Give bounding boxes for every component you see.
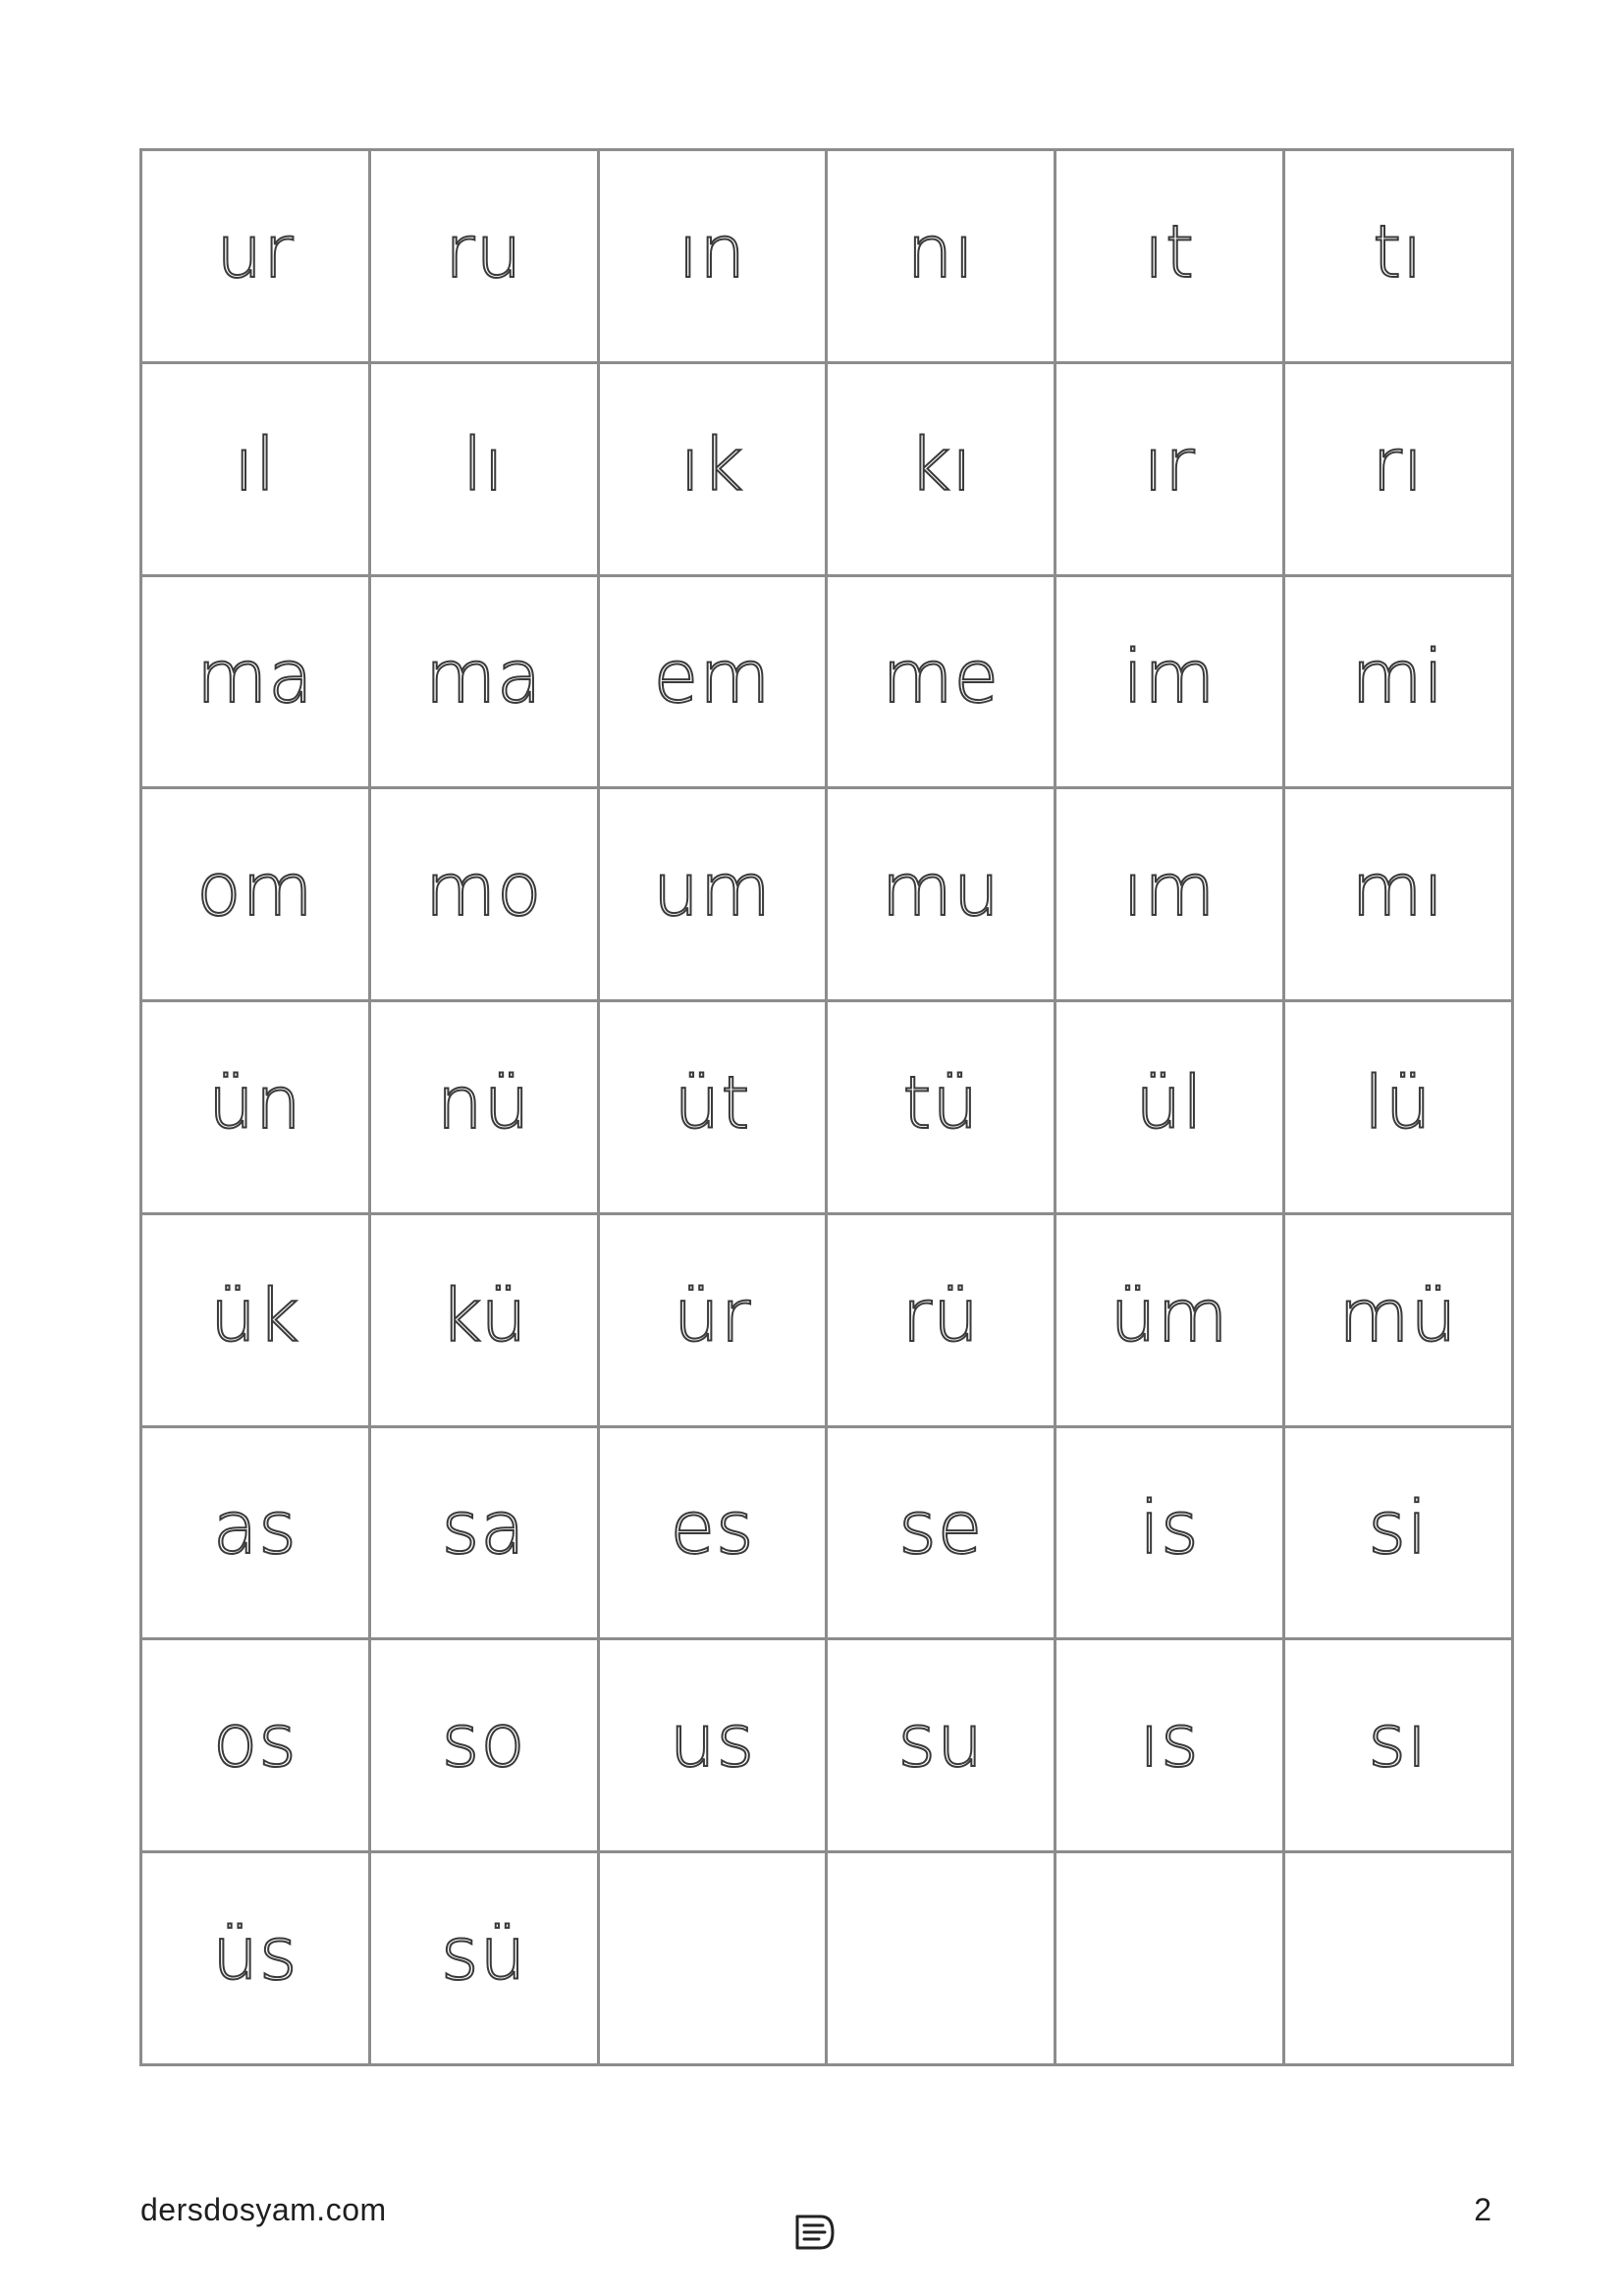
grid-cell <box>598 1852 827 2065</box>
syllable-text: ül <box>1135 1060 1204 1146</box>
grid-cell <box>141 1639 370 1852</box>
syllable-text: is <box>1139 1486 1200 1572</box>
grid-cell <box>1056 150 1284 363</box>
grid-cell <box>141 1213 370 1426</box>
syllable-text: sü <box>440 1912 527 1998</box>
syllable-text: ük <box>210 1273 300 1359</box>
syllable-text: mi <box>1351 635 1445 721</box>
syllable-text: mo <box>425 848 543 934</box>
grid-cell <box>369 1852 598 2065</box>
grid-cell <box>827 1639 1056 1852</box>
syllable-text: se <box>898 1486 984 1572</box>
grid-cell <box>598 150 827 363</box>
grid-cell <box>1056 1852 1284 2065</box>
syllable-text: mu <box>881 848 1001 934</box>
syllable-text: us <box>669 1699 756 1785</box>
syllable-text: sı <box>1368 1699 1429 1785</box>
grid-row <box>141 1426 1513 1639</box>
grid-cell <box>369 1001 598 1214</box>
footer-site-name: dersdosyam.com <box>140 2192 387 2227</box>
syllable-text: üs <box>212 1912 298 1998</box>
grid-cell <box>598 575 827 788</box>
syllable-text: es <box>670 1486 755 1572</box>
grid-cell <box>1283 362 1512 575</box>
grid-cell <box>1283 788 1512 1001</box>
grid-row <box>141 1213 1513 1426</box>
grid-cell <box>141 788 370 1001</box>
syllable-grid-body <box>141 150 1513 2065</box>
syllable-text: ıl <box>234 422 277 507</box>
grid-cell <box>369 1426 598 1639</box>
grid-cell <box>1283 1639 1512 1852</box>
grid-row <box>141 150 1513 363</box>
syllable-text: nü <box>436 1060 531 1146</box>
grid-cell <box>1056 1001 1284 1214</box>
syllable-text: ıt <box>1144 209 1195 294</box>
grid-cell <box>598 1001 827 1214</box>
grid-cell <box>1283 1426 1512 1639</box>
grid-cell <box>827 150 1056 363</box>
grid-cell <box>1056 1426 1284 1639</box>
grid-cell <box>1283 575 1512 788</box>
grid-cell <box>369 150 598 363</box>
grid-cell <box>827 575 1056 788</box>
grid-cell <box>369 362 598 575</box>
syllable-text: im <box>1122 635 1217 721</box>
syllable-text: as <box>212 1486 298 1572</box>
syllable-text: so <box>441 1699 526 1785</box>
grid-cell <box>1283 1001 1512 1214</box>
grid-cell <box>827 1426 1056 1639</box>
grid-cell <box>827 788 1056 1001</box>
syllable-text: mü <box>1338 1273 1458 1359</box>
syllable-text: ur <box>216 209 295 294</box>
grid-row <box>141 788 1513 1001</box>
grid-cell <box>827 1852 1056 2065</box>
grid-cell <box>827 1213 1056 1426</box>
syllable-text: üm <box>1110 1273 1229 1359</box>
syllable-text: ür <box>673 1273 752 1359</box>
grid-cell <box>369 788 598 1001</box>
syllable-text: om <box>196 848 314 934</box>
grid-cell <box>1283 1852 1512 2065</box>
syllable-text: me <box>882 635 1001 721</box>
grid-cell <box>1283 1213 1512 1426</box>
grid-cell <box>1056 1213 1284 1426</box>
syllable-text: su <box>897 1699 985 1785</box>
syllable-grid <box>139 148 1514 2066</box>
syllable-text: nı <box>906 209 976 294</box>
grid-cell <box>598 1426 827 1639</box>
grid-cell <box>141 1001 370 1214</box>
grid-cell <box>369 575 598 788</box>
grid-row <box>141 1001 1513 1214</box>
grid-cell <box>141 362 370 575</box>
grid-cell <box>1056 362 1284 575</box>
syllable-text: rı <box>1372 422 1425 507</box>
syllable-text: si <box>1368 1486 1429 1572</box>
grid-cell <box>1056 788 1284 1001</box>
syllable-text: um <box>652 848 772 934</box>
grid-cell <box>827 362 1056 575</box>
grid-cell <box>369 1639 598 1852</box>
syllable-text: lı <box>462 422 506 507</box>
syllable-text: ık <box>679 422 745 507</box>
grid-cell <box>598 362 827 575</box>
grid-cell <box>141 1852 370 2065</box>
syllable-text: ın <box>677 209 747 294</box>
grid-cell <box>141 575 370 788</box>
document-logo-icon <box>791 2213 837 2252</box>
syllable-text: tü <box>902 1060 980 1146</box>
grid-cell <box>1283 150 1512 363</box>
grid-cell <box>141 1426 370 1639</box>
syllable-text: ün <box>207 1060 302 1146</box>
grid-cell <box>141 150 370 363</box>
grid-cell <box>827 1001 1056 1214</box>
syllable-text: os <box>212 1699 298 1785</box>
grid-row <box>141 362 1513 575</box>
syllable-text: ru <box>445 209 523 294</box>
grid-cell <box>598 1213 827 1426</box>
syllable-text: kü <box>439 1273 528 1359</box>
syllable-text: lü <box>1364 1060 1433 1146</box>
syllable-text: ıs <box>1139 1699 1200 1785</box>
grid-cell <box>598 1639 827 1852</box>
syllable-text: ır <box>1143 422 1196 507</box>
grid-cell <box>1056 575 1284 788</box>
grid-cell <box>369 1213 598 1426</box>
syllable-text: tı <box>1373 209 1424 294</box>
syllable-text: em <box>653 635 772 721</box>
grid-row <box>141 1852 1513 2065</box>
syllable-text: üt <box>674 1060 751 1146</box>
syllable-text: kı <box>908 422 973 507</box>
syllable-text: rü <box>901 1273 980 1359</box>
syllable-text: ma <box>424 635 543 721</box>
syllable-text: ım <box>1122 848 1217 934</box>
syllable-text: mı <box>1351 848 1445 934</box>
grid-cell <box>1056 1639 1284 1852</box>
syllable-text: sa <box>441 1486 526 1572</box>
grid-cell <box>598 788 827 1001</box>
grid-row <box>141 575 1513 788</box>
page-number: 2 <box>1474 2192 1491 2227</box>
syllable-text: ma <box>196 635 314 721</box>
grid-row <box>141 1639 1513 1852</box>
